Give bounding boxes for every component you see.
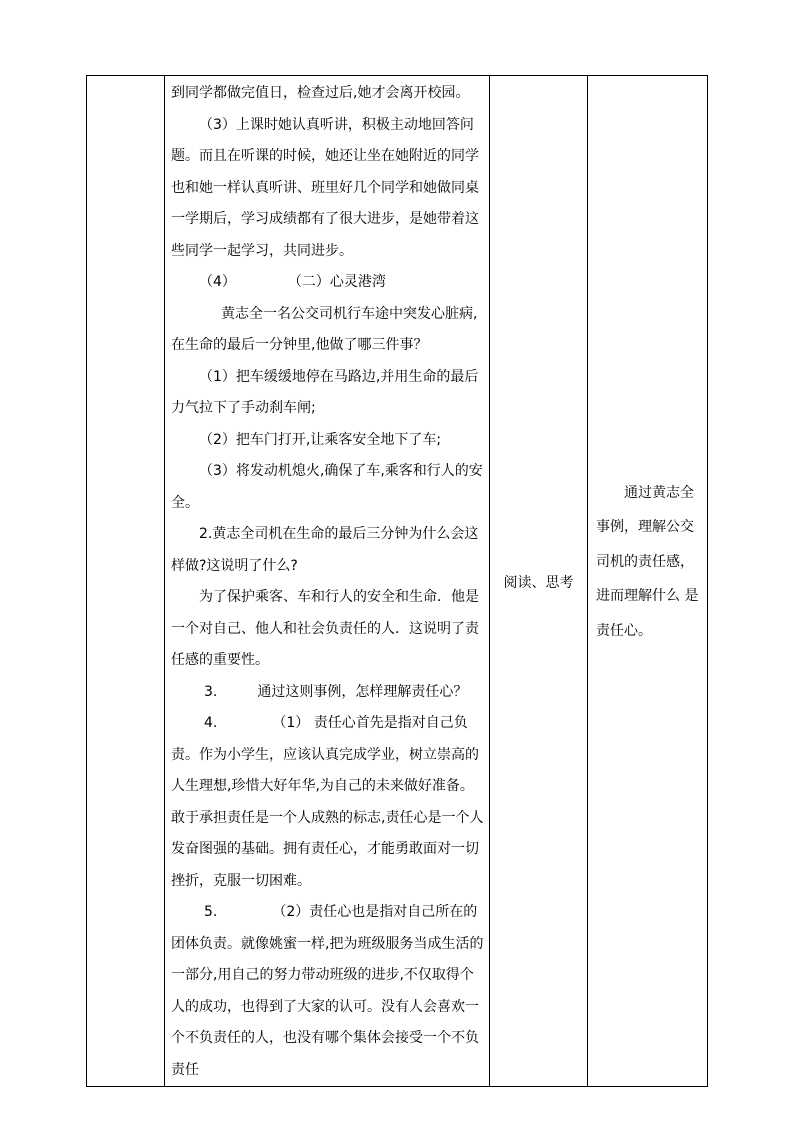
paragraph-12 [171, 897, 485, 1086]
paragraph-8: 2.黄志全司机在生命的最后三分钟为什么会这样做?这说明了什么? [171, 526, 479, 574]
student-activity-text: 阅读、思考 [503, 575, 574, 591]
paragraph-4: 黄志全一名公交司机行车途中突发心脏病,在生命的最后一分钟里,他做了哪三件事？ [171, 305, 478, 353]
item-number-4b: 4. [204, 715, 218, 731]
item-number-3: 3. [204, 683, 218, 700]
question-text: 通过这则事例，怎样理解责任心？ [257, 683, 468, 700]
responsibility-self-text: 责任心首先是指对自己负责。作为小学生，应该认真完成学业，树立崇高的人生理想,珍惜大好年华,为自己的未来做好准备。敢于承担责任是一个人成熟的标志,责任心是一个人发奋图强的基础。拥有责任心，才能勇敢面对一切挫折，克服一切困难。 [171, 715, 484, 889]
item-number-5: 5. [204, 904, 218, 920]
lesson-plan-row [87, 76, 708, 1087]
paragraph-7: （3）将发动机熄火,确保了车,乘客和行人的安全。 [171, 463, 483, 511]
teaching-process-content [165, 76, 489, 1086]
design-purpose-cell [588, 76, 708, 1087]
item-number-4: （4） [199, 274, 236, 290]
paragraph-9: 为了保护乘客、车和行人的安全和生命．他是一个对自己、他人和社会负责任的人．这说明了责任感的重要性。 [171, 589, 479, 668]
paragraph-11 [171, 708, 485, 897]
lesson-plan-table [86, 75, 708, 1087]
sub-item-1: （1） [272, 715, 310, 731]
paragraph-3 [171, 267, 485, 299]
paragraph-2: （3）上课时她认真听讲，积极主动地回答问题。而且在听课的时候，她还让坐在她附近的同学也和她一样认真听讲、班里好几个同学和她做同桌一学期后，学习成绩都有了很大进步，是她带着这些同学一起学习，共同进步。 [171, 116, 479, 259]
paragraph-6: （2）把车门打开,让乘客安全地下了车; [199, 431, 442, 448]
paragraph-10 [171, 677, 485, 709]
paragraph-5: （1）把车缓缓地停在马路边,并用生命的最后力气拉下了手动刹车闸; [171, 368, 479, 416]
design-purpose-text: 通过黄志全事例，理解公交司机的责任感，进而理解什么 是责任心。 [596, 484, 699, 639]
paragraph-1: 到同学都做完值日，检查过后,她才会离开校园。 [171, 85, 470, 101]
responsibility-group-text: （2）责任心也是指对自己所在的团体负责。就像姚蜜一样,把为班级服务当成生活的一部分,用自己的努力带动班级的进步,不仅取得个人的成功，也得到了大家的认可。没有人会喜欢一个不负责任的人，也没有哪个集体会接受一个不负责任 [171, 904, 484, 1078]
teaching-process-cell [165, 76, 490, 1087]
section-heading: （二）心灵港湾 [287, 274, 386, 290]
stage-cell [87, 76, 165, 1087]
student-activity-cell [490, 76, 588, 1087]
